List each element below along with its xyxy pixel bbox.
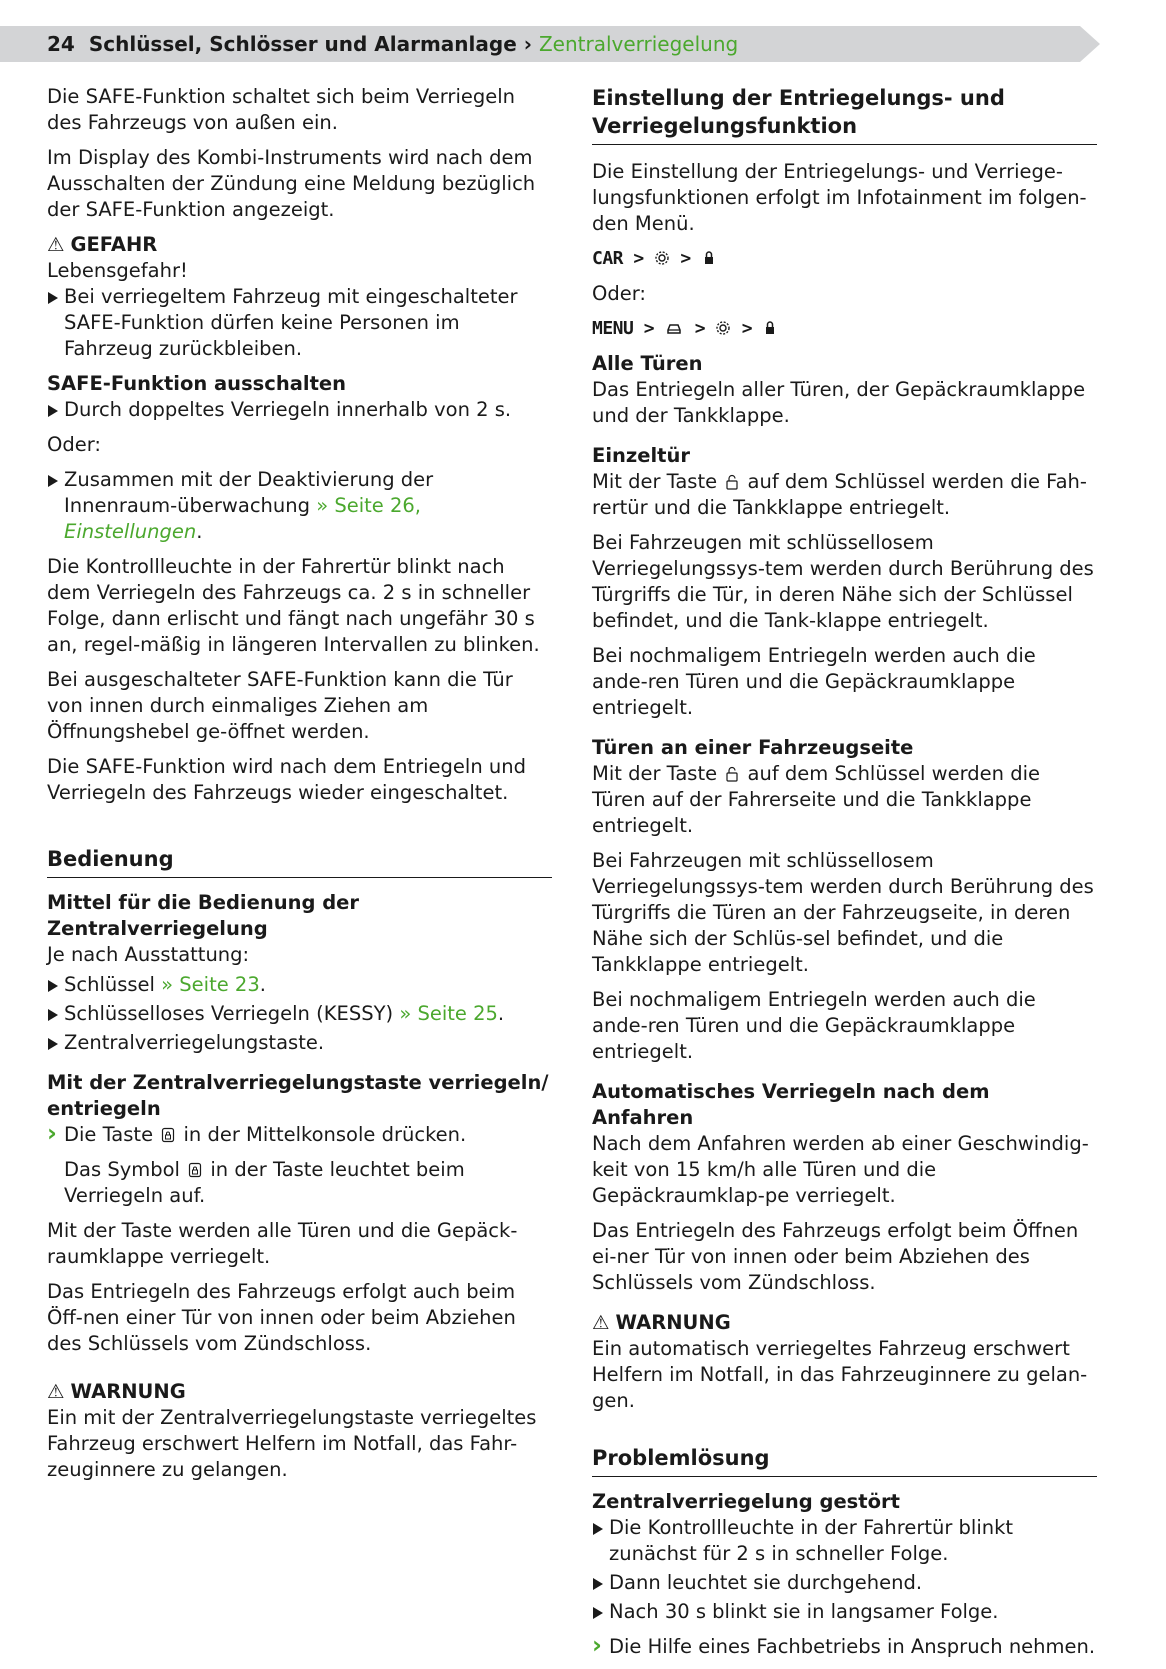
- list-item: Nach 30 s blinkt sie in langsamer Folge.: [592, 1599, 1097, 1625]
- settings-gear-icon: [654, 250, 670, 266]
- list-item: Die Kontrollleuchte in der Fahrertür blinkt zunächst für 2 s in schneller Folge.: [592, 1515, 1097, 1567]
- warning-triangle-icon: ⚠: [47, 1380, 65, 1403]
- menu-separator: >: [633, 248, 644, 269]
- lock-icon: [188, 1162, 202, 1178]
- list-item-text: Schlüsselloses Verriegeln (KESSY): [64, 1002, 394, 1025]
- danger-heading: [47, 232, 552, 258]
- setting-heading: Einstellung der Entriegelungs- und Verriegelungsfunktion: [592, 84, 1097, 145]
- danger-box: [47, 232, 552, 362]
- warning-triangle-icon: ⚠: [592, 1311, 610, 1334]
- subsection-title: Zentralverriegelung: [538, 32, 739, 56]
- side-doors-title: Türen an einer Fahrzeugseite: [592, 736, 914, 759]
- paragraph: Bei nochmaligem Entriegeln werden auch die ande-ren Türen und die Gepäckraumklappe entriegelt.: [592, 988, 1036, 1063]
- menu-separator: >: [680, 248, 691, 269]
- action-step: [47, 1122, 552, 1148]
- list-item-text: Schlüssel: [64, 973, 155, 996]
- list-item: Dann leuchtet sie durchgehend.: [592, 1570, 1097, 1596]
- warning-text: Ein automatisch verriegeltes Fahrzeug erschwert Helfern im Notfall, in das Fahrzeuginnere zu gelan-gen.: [592, 1337, 1088, 1412]
- fault-title: Zentralverriegelung gestört: [592, 1490, 900, 1513]
- menu-label: CAR: [592, 248, 624, 269]
- all-doors-title: Alle Türen: [592, 352, 703, 375]
- warning-triangle-icon: ⚠: [47, 233, 65, 256]
- paragraph: Das Entriegeln des Fahrzeugs erfolgt auch beim Öff-nen einer Tür von innen oder beim Abziehen des Schlüssels vom Zündschloss.: [47, 1280, 516, 1355]
- settings-gear-icon: [715, 320, 731, 336]
- interior-link-target: Einstellungen: [64, 520, 197, 543]
- warning-title: WARNUNG: [615, 1311, 731, 1334]
- warning-title: WARNUNG: [70, 1380, 186, 1403]
- left-column: [47, 84, 552, 1483]
- oder-text: Oder:: [47, 433, 101, 456]
- paragraph: Im Display des Kombi-Instruments wird nach dem Ausschalten der Zündung eine Meldung bezüglich der SAFE-Funktion angezeigt.: [47, 146, 536, 221]
- warning-box: [592, 1310, 1097, 1414]
- action-step: › Die Hilfe eines Fachbetriebs in Anspruch nehmen.: [592, 1634, 1097, 1660]
- paragraph: Bei Fahrzeugen mit schlüssellosem Verriegelungssys-tem werden durch Berührung des Türgriffs die Türen an der Fahrzeugseite, in deren Nähe sich der Schlüs-sel befindet, und die Tankklappe entriegelt.: [592, 849, 1094, 976]
- button-title: Mit der Zentralverriegelungstaste verriegeln/ entriegeln: [47, 1071, 549, 1120]
- interior-link-prefix: » Seite 26,: [316, 494, 421, 517]
- paragraph: [592, 469, 1097, 521]
- step-text: Die Taste: [64, 1123, 154, 1146]
- paragraph: Die SAFE-Funktion schaltet sich beim Verriegeln des Fahrzeugs von außen ein.: [47, 85, 516, 134]
- safe-off-title: SAFE-Funktion ausschalten: [47, 372, 346, 395]
- right-column: [592, 84, 1097, 1669]
- paragraph: Mit der Taste werden alle Türen und die Gepäck-raumklappe verriegelt.: [47, 1219, 518, 1268]
- paragraph: Bei ausgeschalteter SAFE-Funktion kann die Tür von innen durch einmaliges Ziehen am Öffnungshebel ge-öffnet werden.: [47, 668, 513, 743]
- bedienung-heading: Bedienung: [47, 845, 552, 878]
- paragraph: Das Entriegeln des Fahrzeugs erfolgt beim Öffnen ei-ner Tür von innen oder beim Abziehen des Schlüssels vom Zündschloss.: [592, 1219, 1079, 1294]
- oder-text: Oder:: [592, 282, 646, 305]
- list-item-end: .: [259, 973, 266, 996]
- warning-box: [47, 1379, 552, 1483]
- interior-end: .: [196, 520, 203, 543]
- menu-label: MENU: [592, 318, 634, 339]
- menu-separator: >: [643, 318, 655, 339]
- problem-heading: Problemlösung: [592, 1444, 1097, 1477]
- interior-bullet: [47, 467, 552, 545]
- note-text: Das Symbol: [64, 1158, 180, 1181]
- lock-icon: [161, 1127, 175, 1143]
- step-text: in der Mittelkonsole drücken.: [183, 1123, 467, 1146]
- paragraph: [592, 761, 1097, 839]
- danger-title: GEFAHR: [70, 233, 158, 256]
- menu-path-menu: [592, 316, 1097, 342]
- danger-text: Lebensgefahr!: [47, 259, 188, 282]
- page-header: [47, 30, 738, 58]
- text: Mit der Taste: [592, 470, 718, 493]
- safe-off-bullet: Durch doppeltes Verriegeln innerhalb von 2 s.: [47, 397, 552, 423]
- paragraph: Die Einstellung der Entriegelungs- und Verriege-lungsfunktionen erfolgt im Infotainment im folgen-den Menü.: [592, 160, 1087, 235]
- menu-path-car: [592, 246, 1097, 272]
- list-item: [47, 1001, 552, 1027]
- paragraph: Bei Fahrzeugen mit schlüssellosem Verriegelungssys-tem werden durch Berührung des Türgriffs die Tür, in deren Nähe sich der Schlüssel befindet, und die Tank-klappe entriegelt.: [592, 531, 1094, 632]
- car-icon: [664, 320, 684, 336]
- symbol-note: [47, 1157, 552, 1209]
- unlock-icon: [725, 766, 739, 782]
- menu-separator: >: [741, 318, 753, 339]
- text: Mit der Taste: [592, 762, 718, 785]
- list-item-end: .: [497, 1002, 505, 1025]
- paragraph: Bei nochmaligem Entriegeln werden auch die ande-ren Türen und die Gepäckraumklappe entriegelt.: [592, 644, 1036, 719]
- breadcrumb-separator: ›: [516, 32, 539, 56]
- warning-heading: [47, 1379, 552, 1405]
- single-door-title: Einzeltür: [592, 444, 690, 467]
- door-lock-icon: [701, 250, 717, 266]
- page-number: 24: [47, 32, 75, 56]
- interior-text: Zusammen mit der Deaktivierung der Innenraum-überwachung: [64, 468, 434, 517]
- means-title: Mittel für die Bedienung der Zentralverriegelung: [47, 891, 360, 940]
- paragraph: Das Entriegeln aller Türen, der Gepäckraumklappe und der Tankklappe.: [592, 378, 1086, 427]
- list-item: [47, 1030, 552, 1056]
- paragraph: Die Kontrollleuchte in der Fahrertür blinkt nach dem Verriegeln des Fahrzeugs ca. 2 s in schneller Folge, dann erlischt und fängt nach ungefähr 30 s an, regel-mäßig in längeren Intervallen zu blinken.: [47, 555, 540, 656]
- page-link[interactable]: » Seite 25: [399, 1002, 498, 1025]
- note-text: in der Taste leuchtet beim Verriegeln auf.: [64, 1158, 465, 1207]
- section-title: Schlüssel, Schlösser und Alarmanlage: [88, 32, 517, 56]
- paragraph: Die SAFE-Funktion wird nach dem Entriegeln und Verriegeln des Fahrzeugs wieder eingeschaltet.: [47, 755, 526, 804]
- unlock-icon: [725, 474, 739, 490]
- menu-separator: >: [694, 318, 706, 339]
- means-subtitle: Je nach Ausstattung:: [47, 943, 250, 966]
- auto-lock-title: Automatisches Verriegeln nach dem Anfahren: [592, 1080, 990, 1129]
- door-lock-icon: [762, 320, 778, 336]
- text: auf dem Schlüssel werden die Türen auf der Fahrerseite und die Tankklappe entriegelt.: [592, 762, 1040, 837]
- paragraph: Nach dem Anfahren werden ab einer Geschwindig-keit von 15 km/h alle Türen und die Gepäckraumklap-pe verriegelt.: [592, 1132, 1089, 1207]
- text: auf dem Schlüssel werden die Fah-rertür und die Tankklappe entriegelt.: [592, 470, 1087, 519]
- danger-bullet: Bei verriegeltem Fahrzeug mit eingeschalteter SAFE-Funktion dürfen keine Personen im Fahrzeug zurückbleiben.: [47, 284, 552, 362]
- warning-text: Ein mit der Zentralverriegelungstaste verriegeltes Fahrzeug erschwert Helfern im Notfall, das Fahr-zeuginnere zu gelangen.: [47, 1406, 537, 1481]
- list-item: [47, 972, 552, 998]
- warning-heading: [592, 1310, 1097, 1336]
- list-item-text: Zentralverriegelungstaste.: [64, 1031, 325, 1054]
- page-link[interactable]: » Seite 23: [161, 973, 260, 996]
